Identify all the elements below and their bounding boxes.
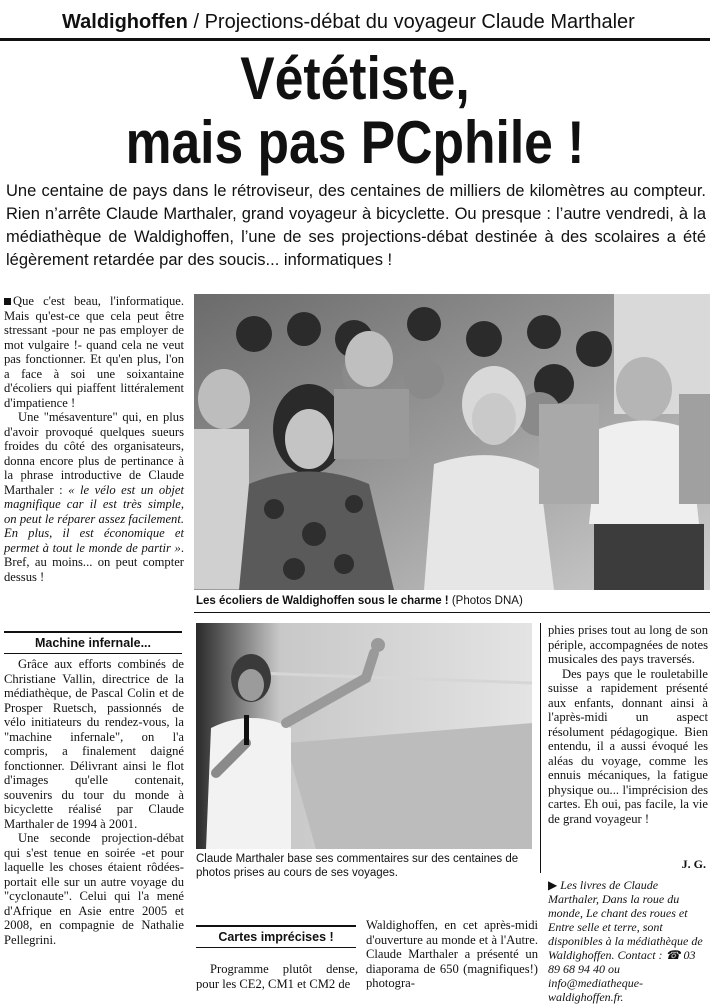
machine-text <box>4 657 184 947</box>
intro-text <box>4 294 184 584</box>
column-rule <box>540 623 541 873</box>
schoolchildren-image <box>194 294 710 590</box>
author-signature: J. G. <box>681 857 706 871</box>
arrow-right-icon: ▶ <box>548 878 558 892</box>
cartes-paragraph-1: Programme plutôt dense, pour les CE2, CM1 et CM2 de <box>196 962 358 991</box>
marthaler-quote: « le vélo est un objet magnifique car il est très simple, on peut le réparer assez facilement. En plus, il est économique et permet à tout le monde de partir » <box>4 482 184 555</box>
photo1-credit: (Photos DNA) <box>448 595 523 607</box>
cartes-text <box>196 962 358 991</box>
header-rule <box>0 38 710 41</box>
caption-rule <box>194 612 710 613</box>
intro-paragraph-1: Que c'est beau, l'informatique. Mais qu'est-ce que cela peut être stressant -pour ne pas employer de mot vulgaire !- quand cela ne veut pas fonctionner. Et qu'en plus, l'on a face à soi une soixantaine d'écoliers qui piaffent littéralement d'impatience ! <box>4 294 184 410</box>
marthaler-image <box>196 623 532 849</box>
section-kicker <box>62 10 635 34</box>
headline-line-1: Vététiste, <box>240 45 470 112</box>
photo1-caption <box>196 594 708 608</box>
book-info <box>548 878 708 1004</box>
machine-paragraph-1: Grâce aux efforts combinés de Christiane Vallin, directrice de la médiathèque, de Pascal Colin et de Prosper Ruetsch, passionnés de vélo initiateurs du rendez-vous, la "machine infernale", on l'a compris, a finalement daigné fonctionner. Délivrant ainsi le flot d'images qu'elle contenait, souvenirs du tour du monde à bicyclette réalisé par Claude Marthaler de 1994 à 2001. <box>4 657 184 831</box>
col4-paragraph-1: phies prises tout au long de son périple, accompagnées de notes musicales des pays traversés. <box>548 623 708 666</box>
headline-line-2: mais pas PCphile ! <box>125 109 585 176</box>
photo-claude-marthaler <box>196 623 532 849</box>
kicker-topic: Projections-débat du voyageur Claude Marthaler <box>204 11 635 33</box>
machine-paragraph-2: Une seconde projection-débat qui s'est tenue en soirée -et pour laquelle les choses étaient rôdées- portait elle sur un autre voyage du "cyclonaute". Celui qui l'a mené d'Afrique en Asie entre 2005 et 2008, en compagnie de Nathalie Pellegrini. <box>4 831 184 947</box>
col3-bottom-text <box>366 918 538 991</box>
section-heading-machine: Machine infernale... <box>4 631 182 654</box>
photo-schoolchildren <box>194 294 710 590</box>
kicker-town: Waldighoffen <box>62 11 188 33</box>
photo2-caption: Claude Marthaler base ses commentaires sur des centaines de photos prises au cours de ses voyages. <box>196 853 519 879</box>
col4-paragraph-2: Des pays que le rouletabille suisse a rapidement présenté aux enfants, donnant ainsi à l'après-midi un aspect résolument pédagogique. Bien entendu, il a aussi évoqué les aléas du voyage, comme les ennuis mécaniques, la fatigue physique ou... l'imprécision des cartes. Eh oui, pas facile, la vie de grand voyageur ! <box>548 666 708 826</box>
bullet-square-icon <box>4 298 11 305</box>
intro-paragraph-2: Une "mésaventure" qui, en plus d'avoir provoqué quelques sueurs froides du côté des organisateurs, donna encore plus de pertinance à la phrase introductive de Claude Marthaler : « le vélo est un objet magnifique car il est très simple, on peut le réparer assez facilement. En plus, il est économique et permet à tout le monde de partir ». Bref, au moins... on peut compter dessus ! <box>4 410 184 584</box>
lead-paragraph: Une centaine de pays dans le rétroviseur, des centaines de milliers de kilomètres au compteur. Rien n’arrête Claude Marthaler, grand voyageur à bicyclette. Ou presque : l’autre vendredi, à la médiathèque de Waldighoffen, l’une de ses projections-débat destinée à des scolaires a été légèrement retardée par des soucis... informatiques ! <box>6 182 706 269</box>
kicker-separator: / <box>187 11 205 33</box>
col4-text <box>548 623 708 826</box>
col3-bottom-paragraph: Waldighoffen, en cet après-midi d'ouverture au monde et à l'Autre. Claude Marthaler a présenté un diaporama de 650 (magnifiques!) photogra- <box>366 918 538 990</box>
section-heading-cartes: Cartes imprécises ! <box>196 925 356 948</box>
book-info-text: Les livres de Claude Marthaler, Dans la roue du monde, Le chant des roues et Entre selle et terre, sont disponibles à la médiathèque de Waldighoffen. Contact : ☎ 03 89 68 94 40 ou info@mediatheque-waldighoffen.fr. <box>548 878 703 1004</box>
photo1-caption-text: Les écoliers de Waldighoffen sous le charme ! <box>196 595 449 607</box>
